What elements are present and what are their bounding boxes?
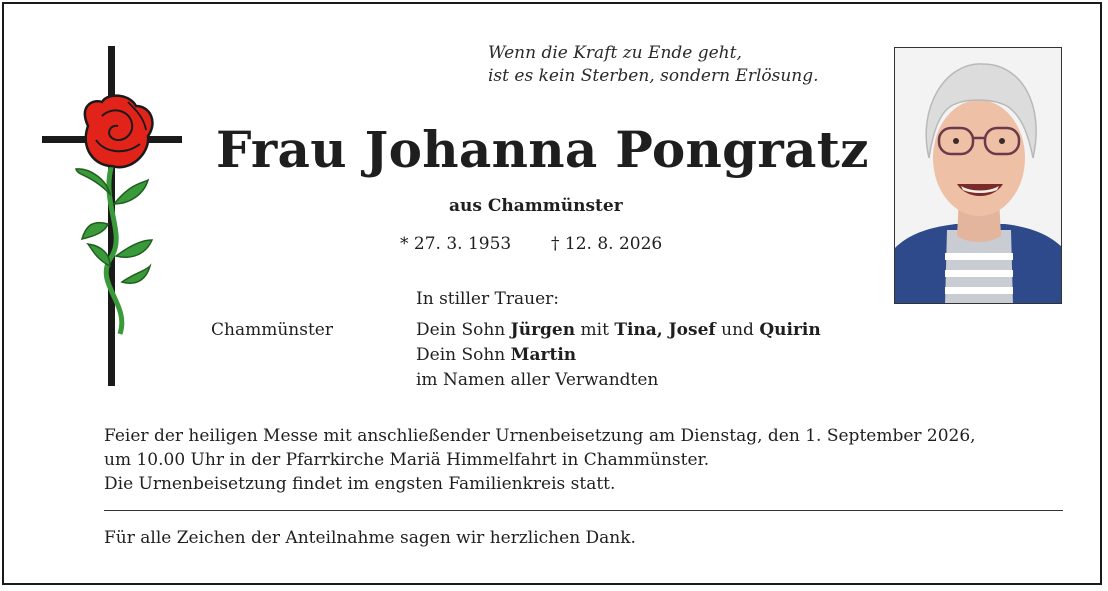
mourners-line-2: Dein Sohn Martin — [416, 345, 577, 365]
thanks-text: Für alle Zeichen der Anteilnahme sagen wir herzlichen Dank. — [104, 528, 636, 548]
death-date: † 12. 8. 2026 — [551, 234, 663, 254]
ceremony-line-2: um 10.00 Uhr in der Pfarrkirche Mariä Himmelfahrt in Chammünster. — [104, 450, 710, 470]
deceased-origin: aus Chammünster — [449, 196, 623, 216]
mourners-line-1: Dein Sohn Jürgen mit Tina, Josef und Quirin — [416, 320, 821, 340]
birth-date: * 27. 3. 1953 — [400, 234, 512, 254]
deceased-name: Frau Johanna Pongratz — [216, 120, 869, 179]
quote — [488, 42, 819, 88]
quote-line-1: Wenn die Kraft zu Ende geht, — [488, 43, 742, 63]
mourners-line-3: im Namen aller Verwandten — [416, 370, 659, 390]
ceremony-line-3: Die Urnenbeisetzung findet im engsten Familienkreis statt. — [104, 474, 616, 494]
quote-line-2: ist es kein Sterben, sondern Erlösung. — [488, 66, 819, 86]
divider — [104, 510, 1063, 511]
cross-with-rose-icon — [40, 44, 185, 389]
ceremony-line-1: Feier der heiligen Messe mit anschließender Urnenbeisetzung am Dienstag, den 1. September 2026, — [104, 426, 976, 446]
ceremony-text — [104, 424, 976, 496]
mourners-place: Chammünster — [211, 320, 333, 340]
mourners-header: In stiller Trauer: — [416, 289, 559, 309]
portrait-photo — [894, 47, 1062, 304]
